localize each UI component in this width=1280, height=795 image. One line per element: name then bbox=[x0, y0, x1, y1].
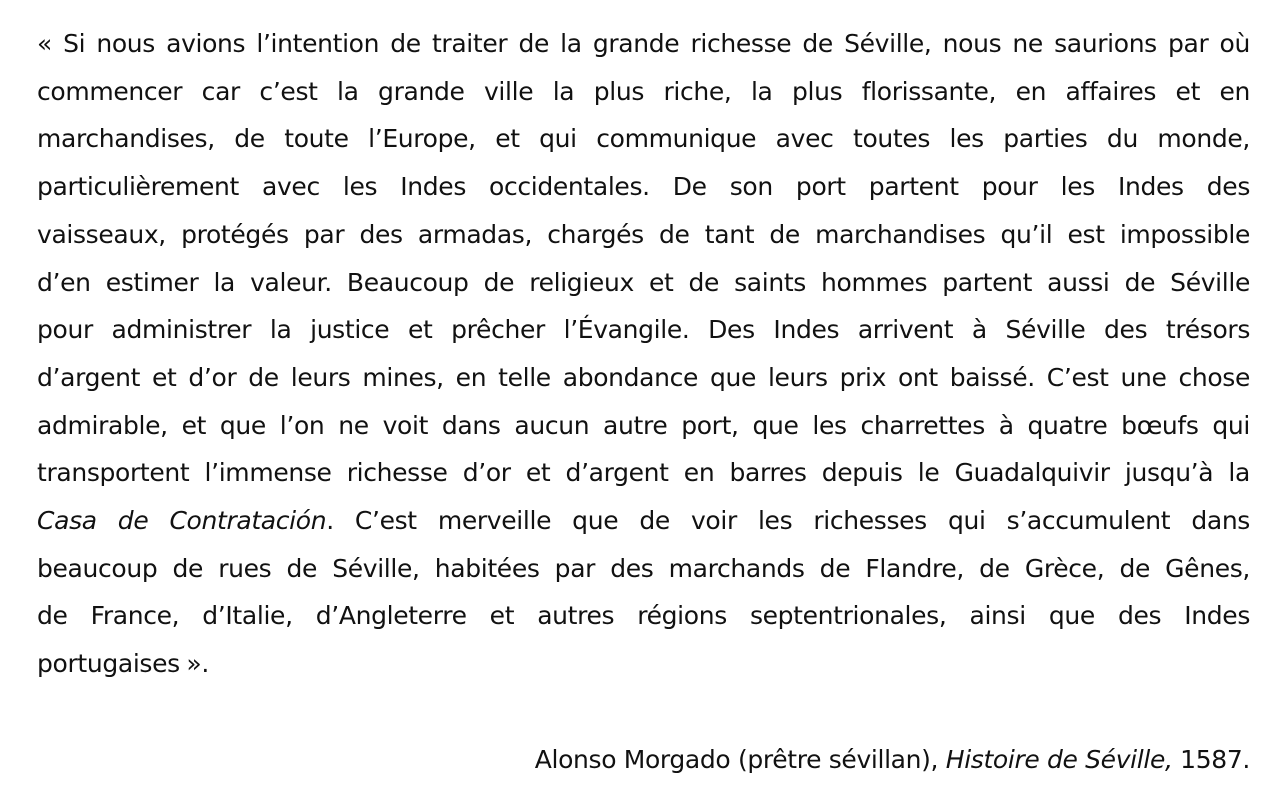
quote-line: de France, d’Italie, d’Angleterre et autres régions septentrionales, ainsi que des Indes bbox=[37, 601, 1250, 631]
quote-line-casa-rest: . C’est merveille que de voir les richesses qui s’accumulent dans bbox=[326, 506, 1250, 536]
quote-line-casa bbox=[37, 497, 1250, 545]
quote-line: commencer car c’est la grande ville la plus riche, la plus florissante, en affaires et en bbox=[37, 76, 1250, 106]
quote-line: « Si nous avions l’intention de traiter de la grande richesse de Séville, nous ne saurions par où bbox=[37, 29, 1250, 58]
quote-line: vaisseaux, protégés par des armadas, chargés de tant de marchandises qu’il est impossible bbox=[37, 219, 1250, 249]
casa-de-contratacion-italic: Casa de Contratación bbox=[37, 506, 327, 536]
quote-line: transportent l’immense richesse d’or et d’argent en barres depuis le Guadalquivir jusqu’à la bbox=[37, 458, 1250, 488]
quote-line: marchandises, de toute l’Europe, et qui communique avec toutes les parties du monde, bbox=[37, 124, 1250, 154]
quote-line-final: portugaises ». bbox=[37, 649, 209, 679]
quote-line: beaucoup de rues de Séville, habitées par des marchands de Flandre, de Grèce, de Gênes, bbox=[37, 553, 1250, 583]
attribution bbox=[535, 736, 1250, 784]
quote-line: admirable, et que l’on ne voit dans aucun autre port, que les charrettes à quatre bœufs qui bbox=[37, 410, 1250, 440]
attribution-author: Alonso Morgado (prêtre sévillan), bbox=[534, 745, 946, 774]
attribution-year: 1587. bbox=[1172, 745, 1250, 774]
quote-line: d’en estimer la valeur. Beaucoup de religieux et de saints hommes partent aussi de Séville bbox=[37, 267, 1250, 297]
quote-line: d’argent et d’or de leurs mines, en telle abondance que leurs prix ont baissé. C’est une chose bbox=[37, 362, 1250, 392]
attribution-work-title: Histoire de Séville, bbox=[945, 745, 1173, 774]
quote-line: pour administrer la justice et prêcher l’Évangile. Des Indes arrivent à Séville des trésors bbox=[37, 315, 1250, 345]
quote-line: particulièrement avec les Indes occidentales. De son port partent pour les Indes des bbox=[37, 172, 1250, 202]
quote-text bbox=[37, 20, 1250, 688]
